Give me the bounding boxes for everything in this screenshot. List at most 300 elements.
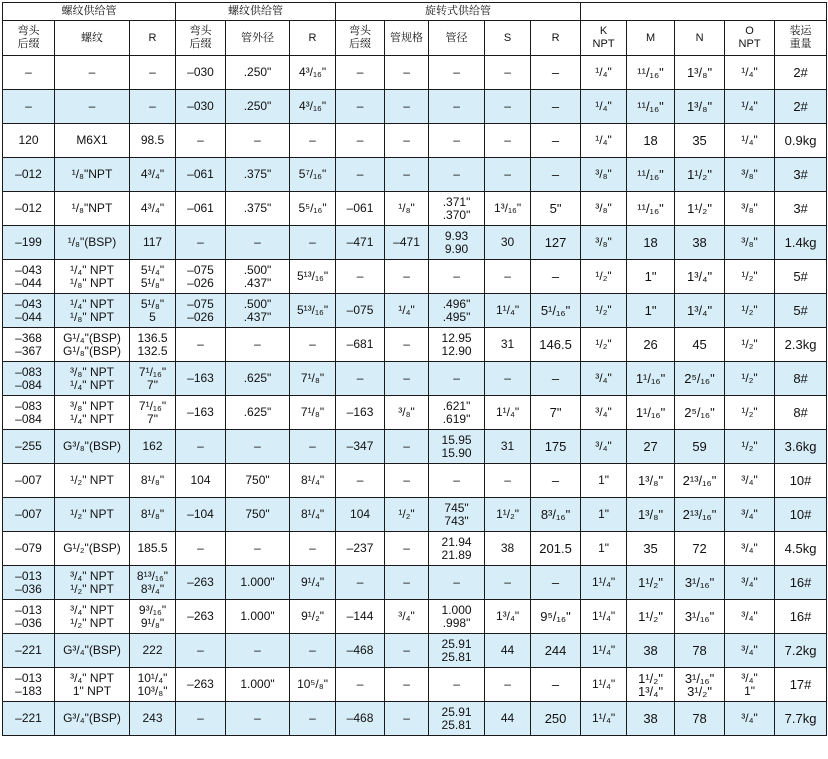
table-cell: –007 bbox=[3, 498, 55, 532]
table-cell: ¹/₂" bbox=[581, 294, 627, 328]
table-cell: –163 bbox=[176, 396, 226, 430]
table-row bbox=[3, 158, 827, 192]
table-cell: ¹/₄" bbox=[725, 124, 775, 158]
table-cell: .250" bbox=[226, 90, 290, 124]
table-cell: 10# bbox=[775, 498, 827, 532]
table-cell: ¹/₂" bbox=[725, 260, 775, 294]
table-cell: – bbox=[485, 668, 531, 702]
table-cell: –163 bbox=[336, 396, 385, 430]
table-cell: 8¹³/₁₆" 8³/₄" bbox=[130, 566, 176, 600]
table-cell: – bbox=[429, 464, 485, 498]
table-cell: 1.000 .998" bbox=[429, 600, 485, 634]
table-cell: 5# bbox=[775, 260, 827, 294]
table-cell: 21.94 21.89 bbox=[429, 532, 485, 566]
table-cell: 2.3kg bbox=[775, 328, 827, 362]
table-cell: 136.5 132.5 bbox=[130, 328, 176, 362]
table-cell: – bbox=[485, 566, 531, 600]
group-rotary-supply: 旋转式供给管 bbox=[336, 3, 581, 21]
table-cell: ³/₄" 1" bbox=[725, 668, 775, 702]
table-cell: – bbox=[385, 668, 429, 702]
table-cell: ¹/₂" bbox=[725, 396, 775, 430]
table-cell: ¹/₂" bbox=[725, 294, 775, 328]
table-cell: 5¹³/₁₆" bbox=[290, 260, 336, 294]
table-cell: – bbox=[385, 362, 429, 396]
table-cell: 1³/₁₆" bbox=[485, 192, 531, 226]
table-cell: 1.4kg bbox=[775, 226, 827, 260]
table-cell: ³/₄" bbox=[725, 566, 775, 600]
table-cell: – bbox=[429, 90, 485, 124]
table-cell: 8¹/₈" bbox=[130, 464, 176, 498]
table-cell: 10# bbox=[775, 464, 827, 498]
table-cell: 9⁵/₁₆" bbox=[531, 600, 581, 634]
table-cell: G³/₈"(BSP) bbox=[55, 430, 130, 464]
column-header-9: S bbox=[485, 21, 531, 56]
column-header-13: N bbox=[675, 21, 725, 56]
table-row bbox=[3, 124, 827, 158]
table-cell: 18 bbox=[627, 226, 675, 260]
table-row bbox=[3, 634, 827, 668]
table-cell: ³/₄" bbox=[725, 498, 775, 532]
table-row bbox=[3, 90, 827, 124]
table-cell: 4³/₄" bbox=[130, 158, 176, 192]
table-cell: 4³/₄" bbox=[130, 192, 176, 226]
table-cell: ³/₈" NPT ¹/₄" NPT bbox=[55, 396, 130, 430]
table-cell: ¹/₈"NPT bbox=[55, 158, 130, 192]
table-cell: 9.93 9.90 bbox=[429, 226, 485, 260]
table-cell: – bbox=[429, 260, 485, 294]
table-cell: ¹/₂" bbox=[581, 328, 627, 362]
table-cell: –061 bbox=[176, 158, 226, 192]
table-cell: 5¹³/₁₆" bbox=[290, 294, 336, 328]
table-cell: 1³/₈" bbox=[675, 90, 725, 124]
table-cell: – bbox=[226, 430, 290, 464]
table-cell: ¹¹/₁₆" bbox=[627, 158, 675, 192]
table-cell: –079 bbox=[3, 532, 55, 566]
table-cell: – bbox=[429, 668, 485, 702]
table-cell: ¹/₂" bbox=[725, 430, 775, 464]
table-cell: ¹/₂" bbox=[581, 260, 627, 294]
table-cell: – bbox=[385, 702, 429, 736]
table-cell: ³/₄" bbox=[581, 362, 627, 396]
table-cell: – bbox=[176, 634, 226, 668]
table-cell: ³/₄" bbox=[725, 634, 775, 668]
table-row bbox=[3, 294, 827, 328]
table-cell: 146.5 bbox=[531, 328, 581, 362]
table-cell: – bbox=[429, 124, 485, 158]
table-cell: .625" bbox=[226, 396, 290, 430]
table-cell: – bbox=[226, 702, 290, 736]
table-cell: ¹/₈" bbox=[385, 192, 429, 226]
table-cell: 45 bbox=[675, 328, 725, 362]
table-cell: .496" .495" bbox=[429, 294, 485, 328]
table-cell: 31 bbox=[485, 430, 531, 464]
table-cell: – bbox=[385, 532, 429, 566]
table-cell: –013 –183 bbox=[3, 668, 55, 702]
table-cell: 38 bbox=[627, 634, 675, 668]
table-cell: 1¹/₄" bbox=[581, 634, 627, 668]
table-cell: 104 bbox=[336, 498, 385, 532]
table-cell: 104 bbox=[176, 464, 226, 498]
table-cell: – bbox=[385, 328, 429, 362]
table-cell: ³/₈" bbox=[581, 226, 627, 260]
table-cell: 8¹/₄" bbox=[290, 498, 336, 532]
table-cell: – bbox=[336, 668, 385, 702]
table-cell: – bbox=[336, 566, 385, 600]
table-cell: – bbox=[176, 328, 226, 362]
table-cell: G³/₄"(BSP) bbox=[55, 702, 130, 736]
table-cell: – bbox=[385, 430, 429, 464]
table-cell: 3# bbox=[775, 158, 827, 192]
table-cell: – bbox=[336, 362, 385, 396]
table-cell: 1¹/₂" bbox=[485, 498, 531, 532]
table-cell: 1" bbox=[581, 532, 627, 566]
table-cell: 10⁵/₈" bbox=[290, 668, 336, 702]
table-cell: – bbox=[429, 158, 485, 192]
table-cell: – bbox=[429, 566, 485, 600]
table-cell: – bbox=[226, 226, 290, 260]
table-cell: .250" bbox=[226, 56, 290, 90]
table-cell: 44 bbox=[485, 634, 531, 668]
table-cell: 7¹/₁₆" 7" bbox=[130, 396, 176, 430]
table-cell: ¹¹/₁₆" bbox=[627, 56, 675, 90]
table-row bbox=[3, 226, 827, 260]
table-cell: 1¹/₂" bbox=[627, 566, 675, 600]
table-cell: 244 bbox=[531, 634, 581, 668]
table-cell: –012 bbox=[3, 192, 55, 226]
column-header-12: M bbox=[627, 21, 675, 56]
table-cell: – bbox=[385, 260, 429, 294]
table-cell: 30 bbox=[485, 226, 531, 260]
table-cell: 1¹/₄" bbox=[485, 294, 531, 328]
table-cell: ¹/₄" bbox=[581, 56, 627, 90]
table-cell: 1¹/₂" bbox=[675, 192, 725, 226]
table-cell: .375" bbox=[226, 192, 290, 226]
table-cell: –075 bbox=[336, 294, 385, 328]
table-cell: ¹/₄" bbox=[725, 90, 775, 124]
table-cell: G³/₄"(BSP) bbox=[55, 634, 130, 668]
table-cell: 7¹/₈" bbox=[290, 362, 336, 396]
table-row bbox=[3, 260, 827, 294]
table-cell: – bbox=[385, 566, 429, 600]
table-cell: – bbox=[531, 124, 581, 158]
table-cell: ³/₄" bbox=[725, 702, 775, 736]
table-cell: ¹/₄" NPT ¹/₈" NPT bbox=[55, 294, 130, 328]
table-cell: 4³/₁₆" bbox=[290, 90, 336, 124]
table-cell: 25.91 25.81 bbox=[429, 634, 485, 668]
table-cell: 9¹/₄" bbox=[290, 566, 336, 600]
table-cell: 5" bbox=[531, 192, 581, 226]
table-cell: – bbox=[485, 56, 531, 90]
table-cell: 4.5kg bbox=[775, 532, 827, 566]
table-cell: 44 bbox=[485, 702, 531, 736]
table-cell: 1.000" bbox=[226, 566, 290, 600]
table-cell: – bbox=[130, 56, 176, 90]
table-row bbox=[3, 464, 827, 498]
table-cell: – bbox=[485, 362, 531, 396]
table-cell: –221 bbox=[3, 702, 55, 736]
table-cell: 222 bbox=[130, 634, 176, 668]
table-cell: –043 –044 bbox=[3, 260, 55, 294]
table-cell: 17# bbox=[775, 668, 827, 702]
table-cell: ¹/₄" bbox=[581, 90, 627, 124]
table-cell: 1" bbox=[581, 464, 627, 498]
table-cell: 18 bbox=[627, 124, 675, 158]
table-cell: – bbox=[336, 90, 385, 124]
table-cell: ¹/₂" bbox=[725, 328, 775, 362]
table-cell: 59 bbox=[675, 430, 725, 464]
table-cell: 1¹/₄" bbox=[485, 396, 531, 430]
table-cell: 3# bbox=[775, 192, 827, 226]
table-row bbox=[3, 396, 827, 430]
column-header-11: K NPT bbox=[581, 21, 627, 56]
column-header-3: 弯头 后缀 bbox=[176, 21, 226, 56]
table-cell: 750" bbox=[226, 464, 290, 498]
table-cell: ¹/₈"(BSP) bbox=[55, 226, 130, 260]
table-cell: G¹/₄"(BSP) G¹/₈"(BSP) bbox=[55, 328, 130, 362]
table-cell: –104 bbox=[176, 498, 226, 532]
table-cell: 5¹/₈" 5 bbox=[130, 294, 176, 328]
table-cell: – bbox=[176, 430, 226, 464]
group-dimensions bbox=[581, 3, 827, 21]
table-cell: – bbox=[290, 328, 336, 362]
table-cell: –199 bbox=[3, 226, 55, 260]
table-cell: – bbox=[336, 260, 385, 294]
table-cell: 1¹/₂" bbox=[627, 600, 675, 634]
table-cell: 98.5 bbox=[130, 124, 176, 158]
table-cell: 3.6kg bbox=[775, 430, 827, 464]
table-cell: 16# bbox=[775, 600, 827, 634]
table-cell: – bbox=[336, 124, 385, 158]
table-cell: ¹/₂" bbox=[725, 362, 775, 396]
table-cell: – bbox=[429, 56, 485, 90]
table-cell: ¹/₈"NPT bbox=[55, 192, 130, 226]
table-cell: 25.91 25.81 bbox=[429, 702, 485, 736]
table-cell: 1" bbox=[627, 260, 675, 294]
table-cell: 72 bbox=[675, 532, 725, 566]
table-cell: –061 bbox=[336, 192, 385, 226]
table-cell: 3¹/₁₆" 3¹/₂" bbox=[675, 668, 725, 702]
column-header-7: 管规格 bbox=[385, 21, 429, 56]
table-cell: –163 bbox=[176, 362, 226, 396]
table-cell: 1¹/₁₆" bbox=[627, 362, 675, 396]
column-header-15: 装运 重量 bbox=[775, 21, 827, 56]
table-cell: –263 bbox=[176, 668, 226, 702]
table-cell: 1¹/₄" bbox=[581, 600, 627, 634]
table-row bbox=[3, 362, 827, 396]
table-cell: .621" .619" bbox=[429, 396, 485, 430]
table-cell: – bbox=[290, 124, 336, 158]
table-cell: ¹/₄" NPT ¹/₈" NPT bbox=[55, 260, 130, 294]
table-cell: – bbox=[531, 668, 581, 702]
table-cell: 2# bbox=[775, 56, 827, 90]
table-cell: –061 bbox=[176, 192, 226, 226]
table-cell: 26 bbox=[627, 328, 675, 362]
table-cell: ³/₄" bbox=[725, 464, 775, 498]
table-cell: 8³/₁₆" bbox=[531, 498, 581, 532]
table-cell: –083 –084 bbox=[3, 362, 55, 396]
table-cell: –030 bbox=[176, 90, 226, 124]
table-cell: – bbox=[226, 328, 290, 362]
table-cell: 201.5 bbox=[531, 532, 581, 566]
table-cell: –255 bbox=[3, 430, 55, 464]
table-cell: – bbox=[290, 430, 336, 464]
table-cell: ³/₈" bbox=[725, 226, 775, 260]
table-cell: –471 bbox=[336, 226, 385, 260]
table-cell: 3¹/₁₆" bbox=[675, 600, 725, 634]
group-threaded-supply-1: 螺纹供给管 bbox=[3, 3, 176, 21]
table-cell: 8# bbox=[775, 362, 827, 396]
table-cell: 1³/₄" bbox=[485, 600, 531, 634]
table-cell: –221 bbox=[3, 634, 55, 668]
table-cell: ³/₄" bbox=[581, 396, 627, 430]
table-cell: 162 bbox=[130, 430, 176, 464]
table-cell: –013 –036 bbox=[3, 600, 55, 634]
table-cell: ³/₈" NPT ¹/₄" NPT bbox=[55, 362, 130, 396]
table-cell: – bbox=[226, 124, 290, 158]
table-cell: –237 bbox=[336, 532, 385, 566]
table-cell: 5⁵/₁₆" bbox=[290, 192, 336, 226]
table-cell: 3¹/₁₆" bbox=[675, 566, 725, 600]
table-cell: – bbox=[531, 464, 581, 498]
table-cell: 9³/₁₆" 9¹/₈" bbox=[130, 600, 176, 634]
table-cell: 8¹/₄" bbox=[290, 464, 336, 498]
table-cell: 78 bbox=[675, 634, 725, 668]
table-cell: –471 bbox=[385, 226, 429, 260]
table-cell: 7¹/₈" bbox=[290, 396, 336, 430]
table-cell: – bbox=[336, 464, 385, 498]
table-cell: ³/₄" NPT ¹/₂" NPT bbox=[55, 566, 130, 600]
table-cell: – bbox=[531, 90, 581, 124]
table-cell: –468 bbox=[336, 634, 385, 668]
table-cell: 127 bbox=[531, 226, 581, 260]
table-cell: ³/₄" NPT ¹/₂" NPT bbox=[55, 600, 130, 634]
table-cell: M6X1 bbox=[55, 124, 130, 158]
table-cell: .375" bbox=[226, 158, 290, 192]
group-threaded-supply-2: 螺纹供给管 bbox=[176, 3, 336, 21]
table-cell: 243 bbox=[130, 702, 176, 736]
table-cell: – bbox=[485, 158, 531, 192]
table-body bbox=[3, 56, 827, 736]
table-cell: 7.2kg bbox=[775, 634, 827, 668]
table-cell: 1" bbox=[581, 498, 627, 532]
table-cell: – bbox=[531, 566, 581, 600]
table-cell: – bbox=[176, 702, 226, 736]
table-cell: 5¹/₁₆" bbox=[531, 294, 581, 328]
table-cell: 27 bbox=[627, 430, 675, 464]
table-cell: – bbox=[485, 464, 531, 498]
table-row bbox=[3, 532, 827, 566]
table-cell: ³/₈" bbox=[581, 158, 627, 192]
table-cell: 1¹/₄" bbox=[581, 702, 627, 736]
table-cell: 38 bbox=[627, 702, 675, 736]
table-cell: 1¹/₂" 1³/₄" bbox=[627, 668, 675, 702]
column-header-row bbox=[3, 21, 827, 56]
table-cell: 5# bbox=[775, 294, 827, 328]
spec-table bbox=[2, 2, 827, 736]
table-cell: – bbox=[429, 362, 485, 396]
column-header-1: 螺纹 bbox=[55, 21, 130, 56]
table-cell: – bbox=[385, 158, 429, 192]
table-cell: 2¹³/₁₆" bbox=[675, 498, 725, 532]
table-row bbox=[3, 56, 827, 90]
table-cell: .625" bbox=[226, 362, 290, 396]
table-cell: ¹/₂" NPT bbox=[55, 464, 130, 498]
table-cell: 38 bbox=[485, 532, 531, 566]
table-cell: – bbox=[531, 362, 581, 396]
table-cell: ³/₄" bbox=[725, 600, 775, 634]
table-cell: – bbox=[385, 56, 429, 90]
table-cell: 1³/₄" bbox=[675, 260, 725, 294]
table-cell: ³/₄" bbox=[581, 430, 627, 464]
table-cell: – bbox=[385, 464, 429, 498]
column-header-10: R bbox=[531, 21, 581, 56]
table-cell: 8# bbox=[775, 396, 827, 430]
table-cell: 12.95 12.90 bbox=[429, 328, 485, 362]
table-cell: – bbox=[130, 90, 176, 124]
table-cell: ¹¹/₁₆" bbox=[627, 192, 675, 226]
table-cell: 2⁵/₁₆" bbox=[675, 396, 725, 430]
table-cell: ³/₈" bbox=[581, 192, 627, 226]
table-cell: – bbox=[485, 260, 531, 294]
table-cell: – bbox=[55, 56, 130, 90]
table-cell: 0.9kg bbox=[775, 124, 827, 158]
table-cell: –030 bbox=[176, 56, 226, 90]
table-cell: 1¹/₄" bbox=[581, 668, 627, 702]
table-cell: G¹/₂"(BSP) bbox=[55, 532, 130, 566]
table-cell: – bbox=[290, 226, 336, 260]
table-cell: ³/₈" bbox=[725, 158, 775, 192]
table-cell: 1³/₈" bbox=[627, 464, 675, 498]
table-cell: –263 bbox=[176, 566, 226, 600]
table-cell: 120 bbox=[3, 124, 55, 158]
table-row bbox=[3, 192, 827, 226]
table-cell: 185.5 bbox=[130, 532, 176, 566]
table-cell: 250 bbox=[531, 702, 581, 736]
table-cell: –468 bbox=[336, 702, 385, 736]
table-cell: .371" .370" bbox=[429, 192, 485, 226]
group-header-row bbox=[3, 3, 827, 21]
table-cell: – bbox=[531, 158, 581, 192]
table-cell: 7¹/₁₆" 7" bbox=[130, 362, 176, 396]
table-cell: ¹¹/₁₆" bbox=[627, 90, 675, 124]
table-cell: 15.95 15.90 bbox=[429, 430, 485, 464]
table-cell: 750" bbox=[226, 498, 290, 532]
table-cell: ³/₄" bbox=[725, 532, 775, 566]
table-row bbox=[3, 600, 827, 634]
table-cell: 10¹/₄" 10³/₈" bbox=[130, 668, 176, 702]
table-cell: – bbox=[336, 158, 385, 192]
table-cell: ¹/₄" bbox=[385, 294, 429, 328]
table-cell: –368 –367 bbox=[3, 328, 55, 362]
table-row bbox=[3, 498, 827, 532]
table-cell: 1¹/₄" bbox=[581, 566, 627, 600]
table-cell: 35 bbox=[675, 124, 725, 158]
table-cell: ¹/₂" bbox=[385, 498, 429, 532]
table-cell: 2# bbox=[775, 90, 827, 124]
table-cell: –083 –084 bbox=[3, 396, 55, 430]
table-cell: – bbox=[176, 124, 226, 158]
column-header-6: 弯头 后缀 bbox=[336, 21, 385, 56]
table-cell: – bbox=[385, 124, 429, 158]
table-cell: 1.000" bbox=[226, 668, 290, 702]
table-row bbox=[3, 566, 827, 600]
table-cell: – bbox=[55, 90, 130, 124]
table-cell: –013 –036 bbox=[3, 566, 55, 600]
table-cell: 78 bbox=[675, 702, 725, 736]
table-cell: ³/₈" bbox=[725, 192, 775, 226]
table-cell: –043 –044 bbox=[3, 294, 55, 328]
table-cell: – bbox=[290, 634, 336, 668]
